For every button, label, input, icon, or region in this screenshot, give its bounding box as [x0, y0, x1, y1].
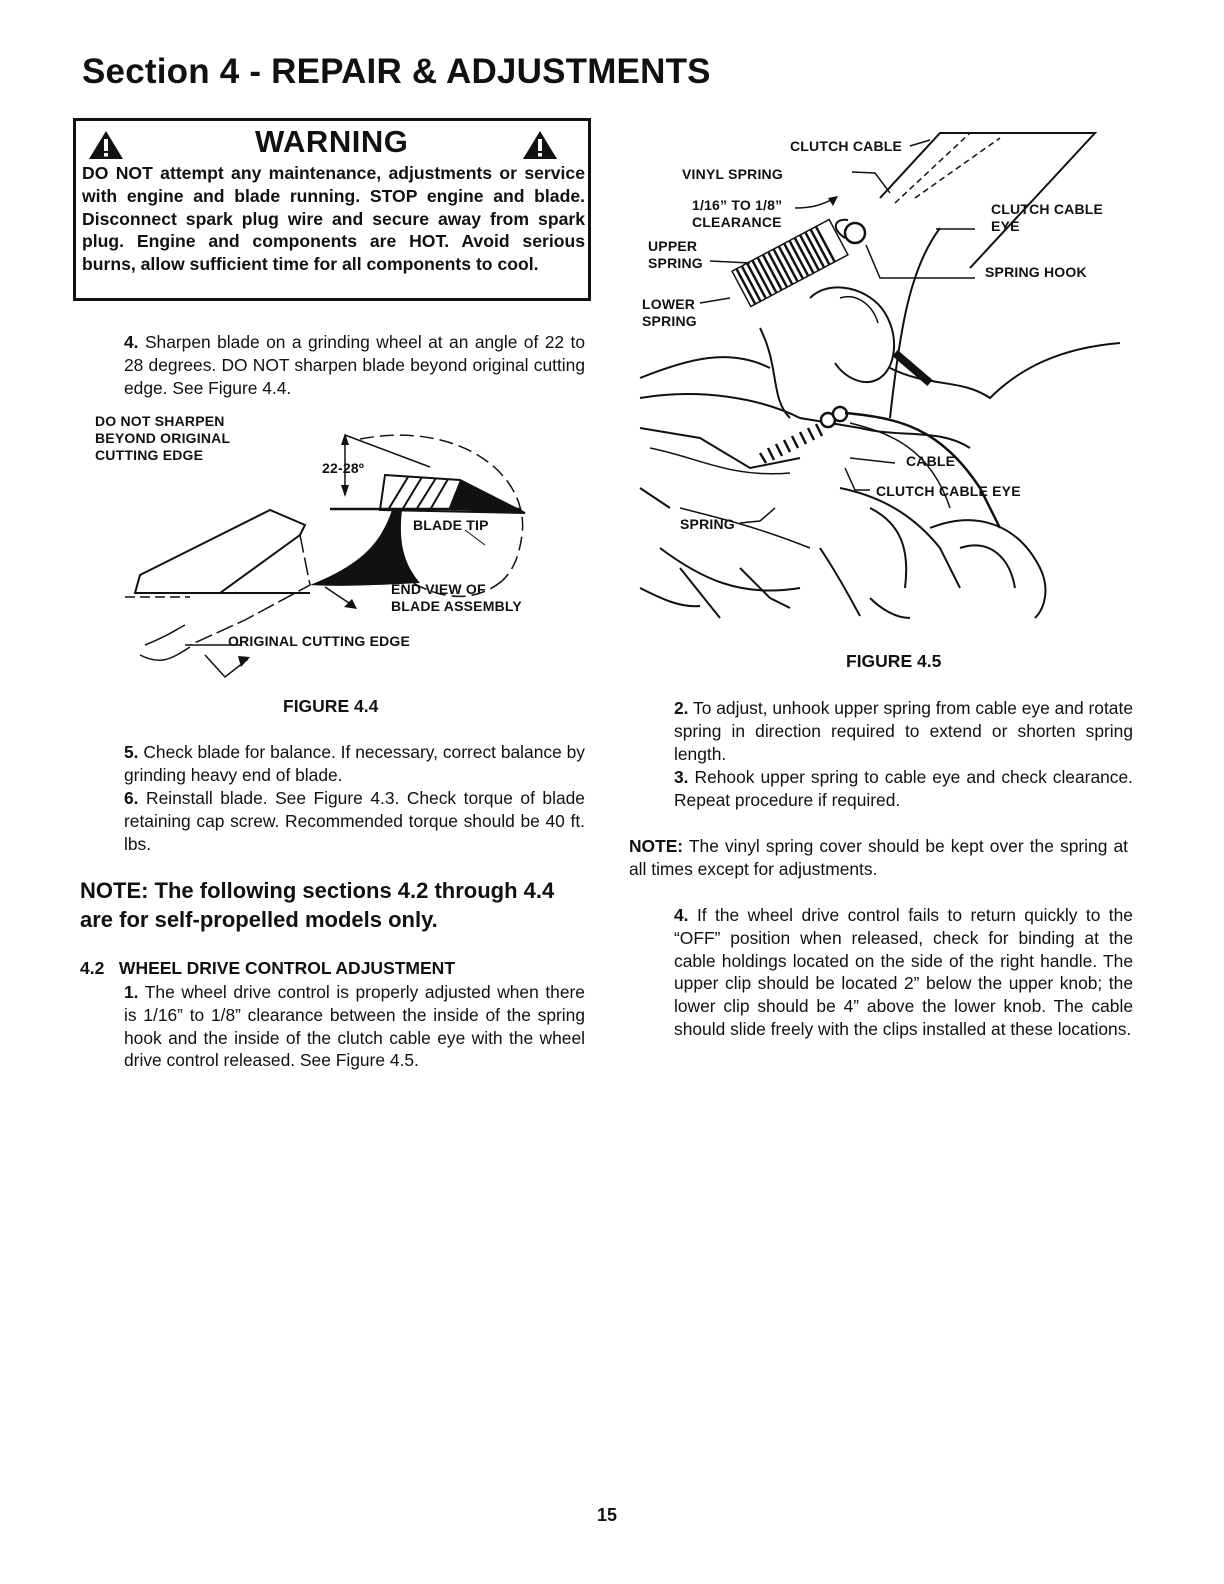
- step-text: Sharpen blade on a grinding wheel at an angle of 22 to 28 degrees. DO NOT sharpen blade beyond original cutting edge. See Figure 4.4.: [124, 332, 585, 398]
- label-original-cutting-edge: ORIGINAL CUTTING EDGE: [228, 633, 411, 649]
- step-text: The wheel drive control is properly adjusted when there is 1/16” to 1/8” clearance between the inside of the spring hook and the inside of the clutch cable eye with the wheel drive control released. See Figure 4.5.: [124, 982, 585, 1071]
- step-text: Reinstall blade. See Figure 4.3. Check torque of blade retaining cap screw. Recommended torque should be 40 ft. lbs.: [124, 788, 585, 854]
- step-number: 5.: [124, 742, 139, 762]
- step-number: 6.: [124, 788, 139, 808]
- step-3-rehook: [674, 766, 1133, 812]
- label-cable: CABLE: [906, 453, 956, 469]
- step-6-reinstall: [124, 787, 585, 855]
- note-vinyl-spring: [629, 835, 1128, 881]
- subsection-4-2-heading: 4.2 WHEEL DRIVE CONTROL ADJUSTMENT: [80, 958, 456, 978]
- step-text: If the wheel drive control fails to return quickly to the “OFF” position when released, check for binding at the cable holdings located on the side of the right handle. The upper clip should be located 2” below the upper knob; the lower clip should be 4” above the lower knob. The cable should slide freely with the clips installed at these locations.: [674, 905, 1133, 1039]
- label-spring-hook: SPRING HOOK: [985, 264, 1087, 280]
- warning-title: WARNING: [255, 124, 409, 159]
- note-label: NOTE:: [629, 836, 684, 856]
- label-clutch-cable-eye-top: CLUTCH CABLE EYE: [991, 201, 1104, 234]
- label-blade-tip: BLADE TIP: [413, 517, 489, 533]
- label-angle: 22-28º: [322, 460, 365, 476]
- step-number: 4.: [124, 332, 139, 352]
- label-clutch-cable-top: CLUTCH CABLE: [790, 138, 903, 154]
- note-text: The vinyl spring cover should be kept over the spring at all times except for adjustments.: [629, 836, 1128, 879]
- warning-triangle-left-icon: [88, 130, 124, 160]
- label-vinyl-spring: VINYL SPRING: [682, 166, 783, 182]
- step-number: 4.: [674, 905, 689, 925]
- label-upper-spring: UPPER SPRING: [648, 238, 703, 271]
- step-number: 3.: [674, 767, 689, 787]
- step-2-adjust: [674, 697, 1133, 765]
- figure-4-5-caption: FIGURE 4.5: [846, 651, 942, 671]
- warning-text: DO NOT attempt any maintenance, adjustments or service with engine and blade running. STOP engine and blade. Disconnect spark plug wire and secure away from spark plug. Engine and components are HOT. Avoid serious burns, allow sufficient time for all components to cool.: [82, 163, 585, 275]
- label-clutch-cable-eye-bottom: CLUTCH CABLE EYE: [876, 483, 1021, 499]
- step-1-adjustment: [124, 981, 585, 1072]
- label-clearance: 1/16” TO 1/8” CLEARANCE: [692, 197, 783, 230]
- label-do-not-sharpen: DO NOT SHARPEN BEYOND ORIGINAL CUTTING EDGE: [95, 413, 231, 463]
- warning-triangle-right-icon: [522, 130, 558, 160]
- note-self-propelled-heading: NOTE: The following sections 4.2 through 4.4 are for self-propelled models only.: [80, 878, 555, 932]
- step-number: 2.: [674, 698, 689, 718]
- section-title: Section 4 - REPAIR & ADJUSTMENTS: [82, 52, 711, 91]
- step-4-sharpen: [124, 331, 585, 399]
- label-lower-spring: LOWER SPRING: [642, 296, 697, 329]
- step-text: Rehook upper spring to cable eye and check clearance. Repeat procedure if required.: [674, 767, 1133, 810]
- step-text: Check blade for balance. If necessary, correct balance by grinding heavy end of blade.: [124, 742, 585, 785]
- page-number: 15: [597, 1505, 618, 1525]
- label-end-view: END VIEW OF BLADE ASSEMBLY: [391, 581, 522, 614]
- step-4-binding: [674, 904, 1133, 1041]
- label-spring: SPRING: [680, 516, 735, 532]
- step-text: To adjust, unhook upper spring from cable eye and rotate spring in direction required to extend or shorten spring length.: [674, 698, 1133, 764]
- step-5-balance: [124, 741, 585, 787]
- figure-4-4-caption: FIGURE 4.4: [283, 696, 379, 716]
- step-number: 1.: [124, 982, 139, 1002]
